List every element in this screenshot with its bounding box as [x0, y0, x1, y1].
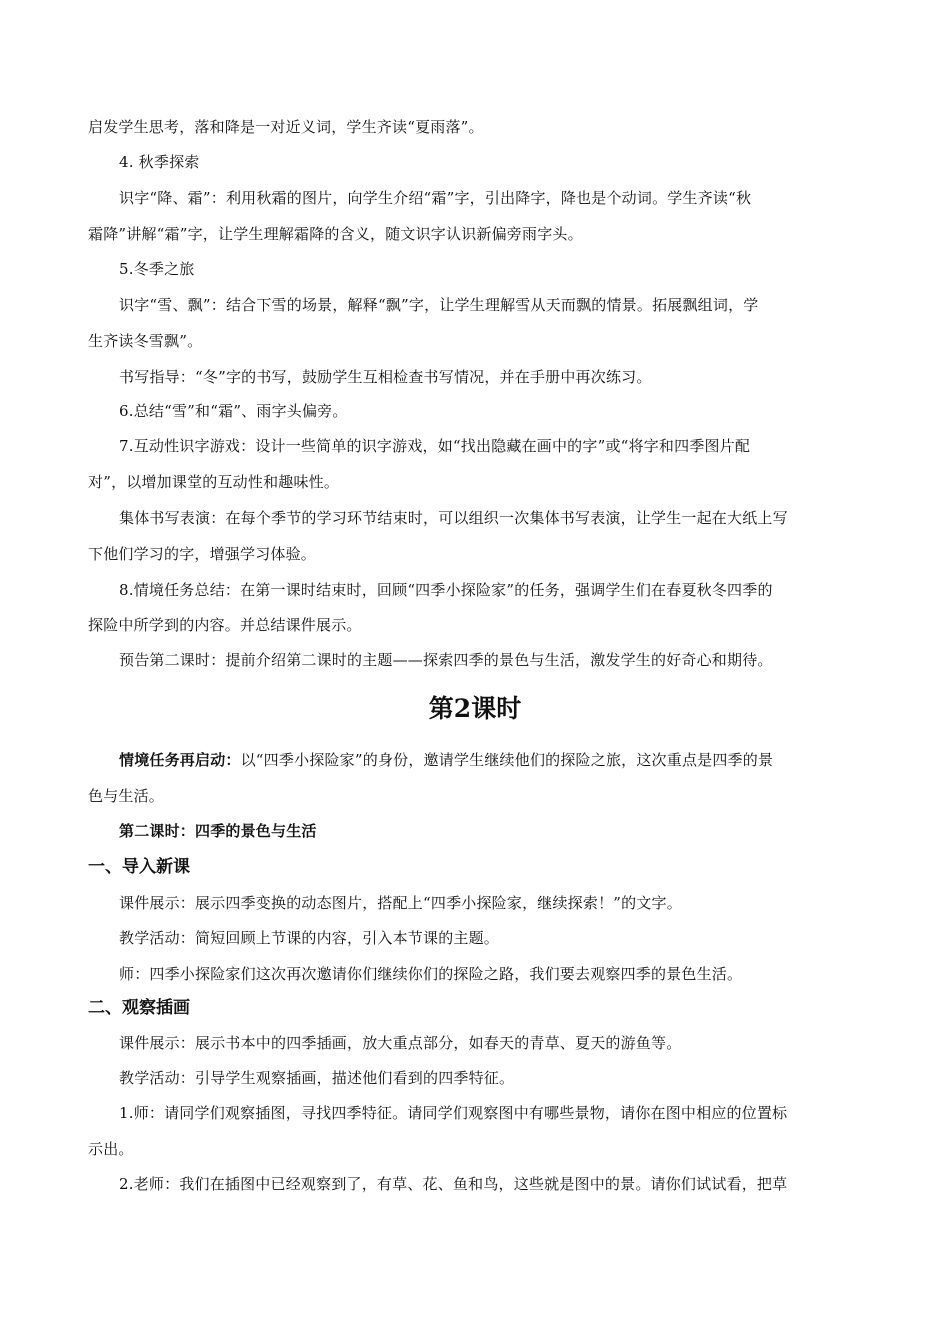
paragraph-line: 生齐读冬雪飘”。 — [88, 332, 203, 350]
paragraph-line: 2.老师：我们在插图中已经观察到了，有草、花、鱼和鸟，这些就是图中的景。请你们试试看，把草 — [119, 1175, 788, 1193]
paragraph-line: 预告第二课时：提前介绍第二课时的主题——探索四季的景色与生活，激发学生的好奇心和期待。 — [119, 651, 773, 669]
paragraph-line: 示出。 — [88, 1140, 134, 1158]
item-heading-autumn: 4. 秋季探索 — [119, 153, 200, 171]
paragraph-line: 8.情境任务总结：在第一课时结束时，回顾“四季小探险家”的任务，强调学生们在春夏秋冬四季的 — [119, 581, 773, 599]
paragraph-line: 色与生活。 — [88, 787, 165, 805]
lesson-2-heading: 第2课时 — [428, 694, 522, 723]
lesson-2-title: 第二课时：四季的景色与生活 — [119, 822, 317, 840]
restart-paragraph — [119, 743, 869, 778]
item-heading-winter: 5.冬季之旅 — [119, 260, 195, 278]
paragraph-line: 识字“降、霜”：利用秋霜的图片，向学生介绍“霜”字，引出降字，降也是个动词。学生齐读“秋 — [119, 189, 752, 207]
paragraph-line: 师：四季小探险家们这次再次邀请你们继续你们的探险之路，我们要去观察四季的景色生活。 — [119, 965, 743, 983]
paragraph-line: 霜降”讲解“霜”字，让学生理解霜降的含义，随文识字认识新偏旁雨字头。 — [88, 225, 583, 243]
paragraph-line: 集体书写表演：在每个季节的学习环节结束时，可以组织一次集体书写表演，让学生一起在大纸上写 — [119, 509, 788, 527]
restart-label: 情境任务再启动： — [119, 751, 241, 769]
paragraph-line: 课件展示：展示书本中的四季插画，放大重点部分，如春天的青草、夏天的游鱼等。 — [119, 1034, 682, 1052]
paragraph-line: 1.师：请同学们观察插图，寻找四季特征。请同学们观察图中有哪些景物，请你在图中相应的位置标 — [119, 1104, 788, 1122]
section-heading-intro: 一、导入新课 — [88, 857, 190, 877]
paragraph-line: 教学活动：引导学生观察插画，描述他们看到的四季特征。 — [119, 1069, 515, 1087]
paragraph-line: 7.互动性识字游戏：设计一些简单的识字游戏，如“找出隐藏在画中的字”或“将字和四季图片配 — [119, 437, 751, 455]
paragraph-line: 教学活动：简短回顾上节课的内容，引入本节课的主题。 — [119, 929, 500, 947]
paragraph-line: 6.总结“雪”和“霜”、雨字头偏旁。 — [119, 402, 348, 420]
paragraph-line: 下他们学习的字，增强学习体验。 — [88, 545, 317, 563]
restart-text: 以“四季小探险家”的身份，邀请学生继续他们的探险之旅，这次重点是四季的景 — [240, 751, 774, 769]
paragraph-line: 对”，以增加课堂的互动性和趣味性。 — [88, 473, 340, 491]
paragraph-line: 课件展示：展示四季变换的动态图片，搭配上“四季小探险家，继续探索！”的文字。 — [119, 894, 682, 912]
section-heading-observe: 二、观察插画 — [88, 998, 190, 1018]
paragraph-line: 启发学生思考，落和降是一对近义词，学生齐读“夏雨落”。 — [88, 118, 484, 136]
paragraph-line: 书写指导：“冬”字的书写，鼓励学生互相检查书写情况，并在手册中再次练习。 — [119, 368, 652, 386]
paragraph-line: 识字“雪、飘”：结合下雪的场景，解释“飘”字，让学生理解雪从天而飘的情景。拓展飘组词，学 — [119, 296, 759, 314]
paragraph-line: 探险中所学到的内容。并总结课件展示。 — [88, 616, 362, 634]
